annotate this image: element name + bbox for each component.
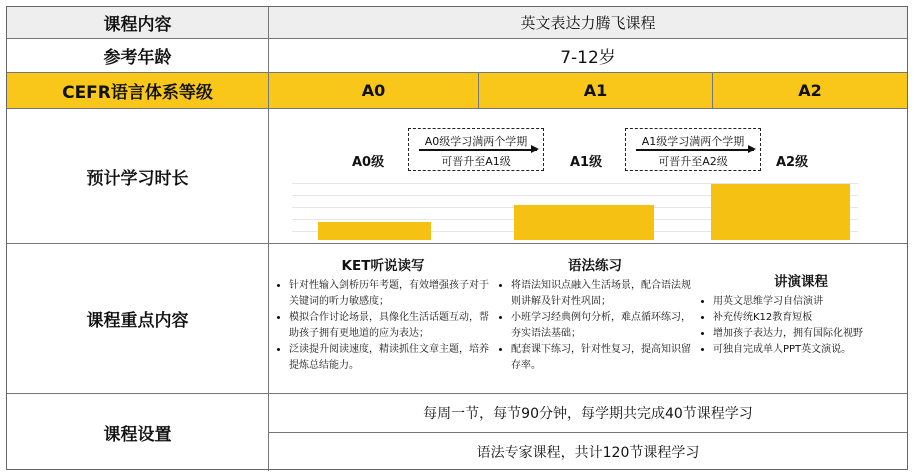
list-item: • 小班学习经典例句分析，难点循环练习，夯实语法基础；: [511, 310, 691, 342]
stage-a1: A1级: [570, 155, 603, 170]
label-duration: 预计学习时长: [7, 109, 269, 243]
transition-line1: A0级学习满两个学期: [424, 135, 528, 148]
duration-bar-a2: [711, 184, 850, 240]
transition-box-a1-a2: [625, 128, 761, 171]
level-a2: A2: [712, 73, 907, 108]
column-title: 语法练习: [568, 258, 622, 274]
label-age: 参考年龄: [7, 39, 269, 72]
transition-line2: 可晋升至A2级: [658, 155, 728, 168]
label-cefr: CEFR语言体系等级: [7, 73, 269, 108]
transition-line1: A1级学习满两个学期: [641, 135, 745, 148]
list-item: • 将语法知识点融入生活场景，配合语法规则讲解及针对性巩固；: [511, 278, 691, 310]
list-item: • 可独自完成单人PPT英文演说。: [713, 342, 901, 358]
list-item: • 配套课下练习，针对性复习，提高知识留存率。: [511, 342, 691, 374]
settings-line1: 每周一节，每节90分钟，每学期共完成40节课程学习: [269, 394, 907, 433]
label-course-content: 课程内容: [7, 7, 269, 38]
focus-column-grammar: [499, 258, 691, 374]
stage-a0: A0级: [352, 155, 385, 170]
duration-bar-a0: [318, 222, 431, 240]
value-course-content: 英文表达力腾飞课程: [520, 14, 656, 32]
label-focus: 课程重点内容: [7, 244, 269, 393]
list-item: • 泛读提升阅读速度，精读抓住文章主题，培养提炼总结能力。: [289, 342, 489, 374]
list-item: • 增加孩子表达力，拥有国际化视野: [713, 326, 901, 342]
column-title: KET听说读写: [341, 258, 425, 274]
level-a1: A1: [478, 73, 712, 108]
list-item: • 模拟合作讨论场景，具像化生活话题互动，帮助孩子拥有更地道的应为表达；: [289, 310, 489, 342]
row-age: [7, 39, 907, 73]
row-settings: [7, 394, 907, 471]
column-title: 讲演课程: [774, 274, 828, 290]
arrow-right-icon: [636, 149, 754, 151]
arrow-right-icon: [419, 149, 537, 151]
row-course-content: [7, 7, 907, 39]
focus-column-ket: [277, 258, 489, 374]
transition-box-a0-a1: [408, 128, 544, 171]
course-table: [6, 6, 908, 470]
focus-column-speech: [701, 274, 901, 358]
value-age: 7-12岁: [560, 48, 616, 68]
label-settings: 课程设置: [7, 394, 269, 471]
settings-line2: 语法专家课程，共计120节课程学习: [476, 444, 700, 461]
level-a0: A0: [361, 81, 386, 100]
transition-line2: 可晋升至A1级: [441, 155, 511, 168]
stage-a2: A2级: [776, 155, 809, 170]
duration-bar-a1: [514, 205, 654, 240]
list-item: • 针对性输入剑桥历年考题，有效增强孩子对于关键词的听力敏感度；: [289, 278, 489, 310]
list-item: • 用英文思维学习自信演讲: [713, 294, 901, 310]
row-focus: [7, 244, 907, 394]
row-cefr: [7, 73, 907, 109]
list-item: • 补充传统K12教育短板: [713, 310, 901, 326]
row-duration: [7, 109, 907, 244]
